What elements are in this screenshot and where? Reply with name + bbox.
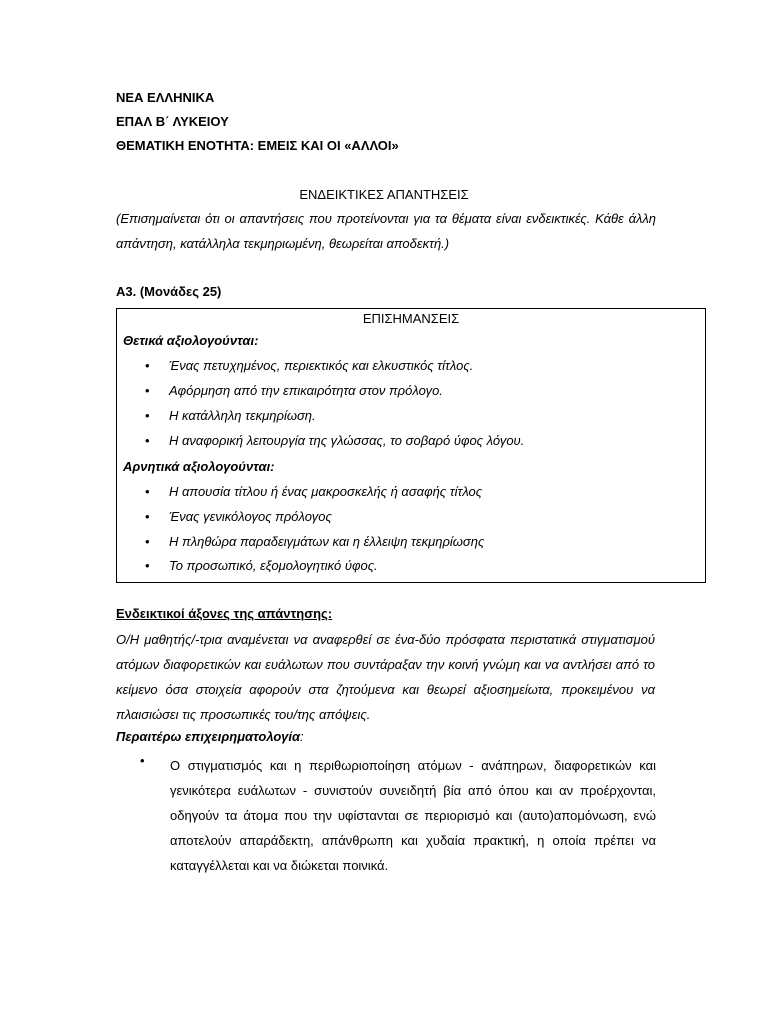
bullet-icon: • [145,358,150,373]
bullet-icon: • [145,558,150,573]
list-item-text: Η αναφορική λειτουργία της γλώσσας, το σοβαρό ύφος λόγου. [169,433,525,448]
list-item-text: Η κατάλληλη τεκμηρίωση. [169,408,316,423]
bullet-icon: • [145,433,150,448]
header-subject: ΝΕΑ ΕΛΛΗΝΙΚΑ [116,90,215,105]
list-item [145,408,316,423]
further-arguments-label: Περαιτέρω επιχειρηματολογία [116,729,301,744]
intro-note: (Επισημαίνεται ότι οι απαντήσεις που προτείνονται για τα θέματα είναι ενδεικτικές. Κάθε άλλη απάντηση, κατάλληλα τεκμηριωμένη, θεωρείται αποδεκτή.) [116,211,656,251]
page-title: ΕΝΔΕΙΚΤΙΚΕΣ ΑΠΑΝΤΗΣΕΙΣ [299,187,469,202]
notes-box-title: ΕΠΙΣΗΜΑΝΣΕΙΣ [362,311,460,326]
bullet-icon: • [145,484,150,499]
list-item-text: Το προσωπικό, εξομολογητικό ύφος. [169,558,378,573]
list-item [145,433,524,448]
answer-axes-paragraph: Ο/Η μαθητής/-τρια αναμένεται να αναφερθεί σε ένα-δύο πρόσφατα περιστατικά στιγματισμού ατόμων διαφορετικών και ευάλωτων που συντάραξαν την κοινή γνώμη και να αντλήσει από το κείμενο όσα στοιχεία αφορούν στα ζητούμενα και θεωρεί αξιοσημείωτα, προκειμένου να πλαισιώσει τις προσωπικές του/της απόψεις. [116,632,655,722]
list-item-text: Η απουσία τίτλου ή ένας μακροσκελής ή ασαφής τίτλος [169,484,483,499]
list-item-text: Αφόρμηση από την επικαιρότητα στον πρόλογο. [169,383,443,398]
bullet-icon: • [140,753,145,768]
answer-axes-heading: Ενδεικτικοί άξονες της απάντησης: [116,606,333,621]
list-item-text: Ο στιγματισμός και η περιθωριοποίηση ατόμων - ανάπηρων, διαφορετικών και γενικότερα ευάλωτων - συνιστούν συνειδητή βία από όπου και αν προέρχονται, οδηγούν τα άτομα που την υφίστανται σε περιορισμό και (αυτο)απομόνωση, ενώ αποτελούν απαράδεκτη, απάνθρωπη και χυδαία πρακτική, η οποία πρέπει να καταγγέλλεται και να διώκεται ποινικά. [170,758,656,873]
list-item [145,558,378,573]
list-item-text: Ένας γενικόλογος πρόλογος [169,509,332,524]
negative-heading: Αρνητικά αξιολογούνται: [123,459,275,474]
bullet-icon: • [145,408,150,423]
header-class: ΕΠΑΛ Β΄ ΛΥΚΕΙΟΥ [116,114,229,129]
bullet-icon: • [145,383,150,398]
list-item [145,358,473,373]
list-item-text: Η πληθώρα παραδειγμάτων και η έλλειψη τεκμηρίωσης [169,534,485,549]
notes-box [116,308,706,583]
list-item [145,534,484,549]
further-arguments-colon: : [300,729,304,744]
section-heading-a3: Α3. (Μονάδες 25) [116,284,222,299]
bullet-icon: • [145,534,150,549]
list-item [145,484,482,499]
further-arguments-heading [116,729,304,744]
bullet-icon: • [145,509,150,524]
list-item [145,383,443,398]
positive-heading: Θετικά αξιολογούνται: [123,333,259,348]
list-item [145,509,332,524]
header-theme: ΘΕΜΑΤΙΚΗ ΕΝΟΤΗΤΑ: ΕΜΕΙΣ ΚΑΙ ΟΙ «ΑΛΛΟΙ» [116,138,399,153]
list-item-text: Ένας πετυχημένος, περιεκτικός και ελκυστικός τίτλος. [169,358,474,373]
